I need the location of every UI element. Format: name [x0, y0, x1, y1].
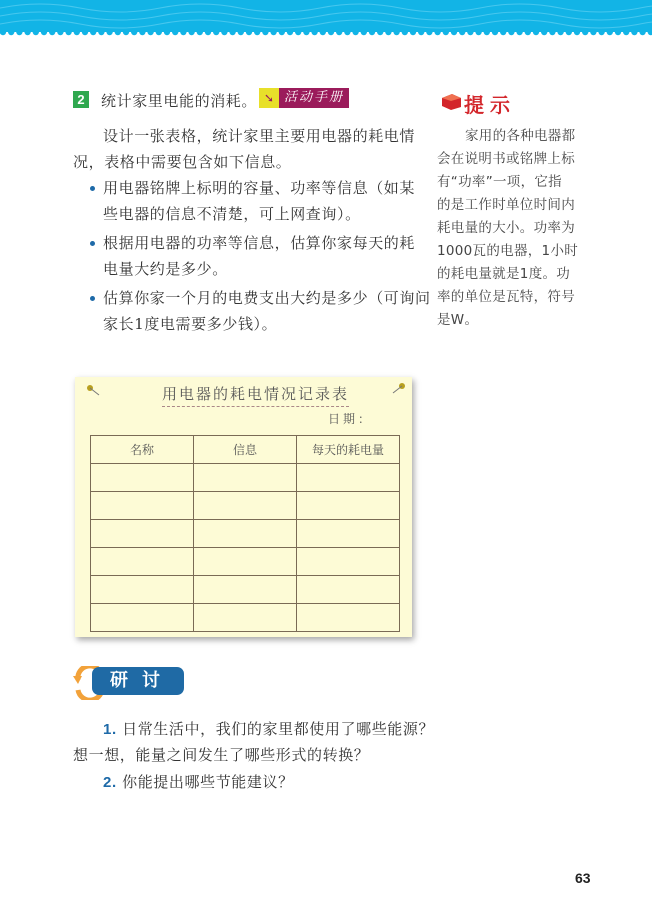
scallop	[123, 29, 129, 35]
scallop	[229, 29, 235, 35]
table-cell	[297, 548, 400, 576]
scallop	[484, 29, 490, 35]
scallop	[418, 29, 424, 35]
question-number: 1.	[103, 721, 117, 738]
column-header: 名称	[91, 436, 194, 464]
scallop	[33, 29, 39, 35]
discuss-heading: 研讨	[92, 667, 184, 695]
table-cell	[91, 464, 194, 492]
question-text: 日常生活中，我们的家里都使用了哪些能源？	[122, 720, 435, 738]
scallop	[262, 29, 268, 35]
scallop	[410, 29, 416, 35]
bullet-line: 根据用电器的功率等信息，估算你家每天的耗	[103, 234, 416, 252]
scallop	[246, 29, 252, 35]
scallop	[377, 29, 383, 35]
question-text: 想一想，能量之间发生了哪些形式的转换？	[73, 746, 370, 764]
bullet-icon	[90, 296, 95, 301]
scallop	[344, 29, 350, 35]
scallop	[352, 29, 358, 35]
scallop	[8, 29, 14, 35]
scallop	[393, 29, 399, 35]
intro-line: 设计一张表格，统计家里主要用电器的耗电情	[103, 127, 416, 145]
table-cell	[194, 492, 297, 520]
scallop	[139, 29, 145, 35]
scallop	[147, 29, 153, 35]
hint-line: 率的单位是瓦特，符号	[437, 289, 575, 305]
bullet-icon	[90, 241, 95, 246]
scallop	[115, 29, 121, 35]
scallop	[623, 29, 629, 35]
scallop	[533, 29, 539, 35]
scallop	[311, 29, 317, 35]
scallop	[172, 29, 178, 35]
table-row	[91, 604, 400, 632]
hint-line: 会在说明书或铭牌上标	[437, 151, 575, 167]
section-title: 统计家里电能的消耗。	[101, 92, 258, 110]
bullet-line: 用电器铭牌上标明的容量、功率等信息（如某	[103, 179, 416, 197]
scallop	[287, 29, 293, 35]
table-cell	[297, 604, 400, 632]
record-card-title: 用电器的耗电情况记录表	[162, 383, 349, 407]
table-cell	[297, 576, 400, 604]
scallop	[328, 29, 334, 35]
hint-line: 的是工作时单位时间内	[437, 197, 575, 213]
table-row	[91, 492, 400, 520]
scallop	[639, 29, 645, 35]
scallop	[41, 29, 47, 35]
column-header: 每天的耗电量	[297, 436, 400, 464]
table-row	[91, 520, 400, 548]
scallop	[180, 29, 186, 35]
hint-line: 1000瓦的电器，1小时	[437, 243, 579, 259]
bullet-line: 些电器的信息不清楚，可上网查询）。	[103, 205, 361, 223]
table-cell	[194, 548, 297, 576]
scallop	[549, 29, 555, 35]
scallop	[98, 29, 104, 35]
table-row	[91, 576, 400, 604]
scallop	[16, 29, 22, 35]
scallop	[336, 29, 342, 35]
table-cell	[194, 576, 297, 604]
scallop	[500, 29, 506, 35]
scallop	[492, 29, 498, 35]
scallop	[164, 29, 170, 35]
scallop	[279, 29, 285, 35]
scallop	[74, 29, 80, 35]
scallop	[361, 29, 367, 35]
scallop	[508, 29, 514, 35]
scallop	[402, 29, 408, 35]
section-number-badge: 2	[73, 91, 89, 108]
pin-icon	[86, 384, 100, 396]
table-header-row	[91, 436, 400, 464]
scallop	[213, 29, 219, 35]
scallop	[303, 29, 309, 35]
bullet-line: 估算你家一个月的电费支出大约是多少（可询问	[103, 289, 431, 307]
scallop	[131, 29, 137, 35]
scallop	[221, 29, 227, 35]
scallop	[197, 29, 203, 35]
bullet-icon	[90, 186, 95, 191]
scallop	[188, 29, 194, 35]
table-cell	[194, 604, 297, 632]
scallop	[475, 29, 481, 35]
scallop	[205, 29, 211, 35]
hint-box-icon	[440, 92, 462, 110]
intro-line: 况，表格中需要包含如下信息。	[73, 153, 292, 171]
table-cell	[91, 604, 194, 632]
table-cell	[297, 520, 400, 548]
table-cell	[297, 464, 400, 492]
scallop	[270, 29, 276, 35]
scallop	[385, 29, 391, 35]
hint-line: 家用的各种电器都	[465, 128, 576, 144]
record-table	[90, 435, 400, 632]
scallop	[574, 29, 580, 35]
scallop	[615, 29, 621, 35]
scallop	[0, 29, 6, 35]
scallop	[525, 29, 531, 35]
scallop	[24, 29, 30, 35]
scallop	[451, 29, 457, 35]
scallop	[557, 29, 563, 35]
scallop	[254, 29, 260, 35]
wave-banner	[0, 0, 652, 40]
scallop	[238, 29, 244, 35]
page-number: 63	[575, 870, 591, 886]
table-cell	[194, 464, 297, 492]
scallop	[320, 29, 326, 35]
column-header: 信息	[194, 436, 297, 464]
handbook-label: 活动手册	[279, 88, 349, 108]
question-text: 你能提出哪些节能建议？	[122, 773, 294, 791]
scallop	[57, 29, 63, 35]
scallop	[49, 29, 55, 35]
table-cell	[91, 520, 194, 548]
table-cell	[91, 576, 194, 604]
hint-line: 有“功率”一项，它指	[437, 174, 562, 190]
date-label: 日期：	[328, 412, 374, 426]
table-cell	[297, 492, 400, 520]
scallop	[590, 29, 596, 35]
arrow-icon: ➘	[259, 88, 279, 108]
scallop	[434, 29, 440, 35]
table-cell	[91, 492, 194, 520]
bullet-line: 电量大约是多少。	[103, 260, 228, 278]
question	[103, 771, 294, 792]
question	[103, 718, 434, 739]
hint-line: 的耗电量就是1度。功	[437, 266, 571, 282]
scallop	[426, 29, 432, 35]
scallop	[65, 29, 71, 35]
scallop	[90, 29, 96, 35]
scallop	[467, 29, 473, 35]
bullet-line: 家长1度电需要多少钱）。	[103, 315, 278, 333]
scallop	[566, 29, 572, 35]
scallop	[295, 29, 301, 35]
hint-title: 提示	[464, 93, 516, 117]
scallop	[82, 29, 88, 35]
scallop	[582, 29, 588, 35]
table-row	[91, 548, 400, 576]
hint-line: 耗电量的大小。功率为	[437, 220, 575, 236]
scallop	[459, 29, 465, 35]
scallop	[631, 29, 637, 35]
scallop	[156, 29, 162, 35]
activity-handbook-tag	[259, 88, 349, 108]
scallop	[106, 29, 112, 35]
table-row	[91, 464, 400, 492]
table-cell	[194, 520, 297, 548]
scallop	[516, 29, 522, 35]
question-number: 2.	[103, 774, 117, 791]
scallop	[598, 29, 604, 35]
hint-line: 是W。	[437, 312, 479, 328]
scallop	[541, 29, 547, 35]
table-cell	[91, 548, 194, 576]
scallop	[369, 29, 375, 35]
scallop	[443, 29, 449, 35]
scallop	[607, 29, 613, 35]
pin-icon	[392, 382, 406, 394]
